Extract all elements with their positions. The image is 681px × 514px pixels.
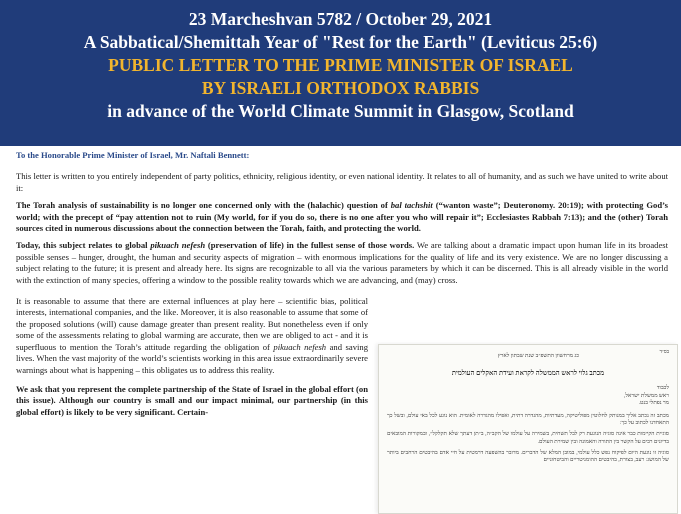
letter-addressee: לכבוד ראש ממשלת ישראל, מר נפתלי בנט. — [623, 385, 669, 406]
title-line-2: BY ISRAELI ORTHODOX RABBIS — [201, 78, 480, 98]
salutation: To the Honorable Prime Minister of Israel, Mr. Naftali Bennett: — [16, 150, 250, 160]
letter-paragraph-2: סוגיית הקיימות כבר אינה סוגיה הנוגעת רק לבל תשחית, בשמירה על עולמו של הקב״ה, ב״תן דעתך שלא תקלקל״, ובמקורות המובאים בדיונים רבים על הקשר בין התורה והאמונה ובין שמירת העולם. — [387, 431, 669, 445]
letter-paragraph-1: מכתב זה נכתב אליך במנותק לחלוטין מפוליטיקה, מעדתיות, מהגדרה דתית, ואפילו מהגדרה לאומית. הוא נוגע לכל באי עולם, ובשל כך התאחדנו לכתוב על כך: — [387, 413, 669, 427]
letter-corner-mark: בס״ד — [659, 350, 669, 355]
paragraph-external-influences: It is reasonable to assume that there are external influences at play here – scientific bias, political interests, international companies, and the like. Moreover, it is also reasonable to assume that some of the proposed solutions (will) cause damage greater than present reality. But nonetheless even if only some of the assessments relating to global warming are accurate, then we are obliged to act - and it is superfluous to mention the Torah’s attitude regarding the obligation of pikuach nefesh and saving lives. When the vast majority of the world’s scientists working in this area issue extraordinarily severe warnings about what is happening – this obligates us to address this reality. — [16, 296, 368, 375]
header-banner — [0, 0, 681, 146]
paragraph-partnership: We ask that you represent the complete partnership of the State of Israel in the global effort (on this issue). Although our country is small and our impact minimal, our partnership (in this global effort) is likely to be very significant. Certain- — [16, 383, 368, 417]
paragraph-pikuach-nefesh: Today, this subject relates to global pikuach nefesh (preservation of life) in the fullest sense of those words. We are talking about a dramatic impact upon human life in its broadest possible senses – hunger, drought, the human and security aspects of migration – with enormous implications for the quality of life and its very existence. We are no longer discussing a subject relating to the future; it is present and already here. Its signs are recognizable to all via the various parameters by which it can be discerned. This is all already visible in the world with the extinction of many species, offering a window to the possible reality towards which we are advancing, and (may) cross. — [16, 240, 668, 285]
subtitle: A Sabbatical/Shemittah Year of "Rest for the Earth" (Leviticus 25:6) — [83, 32, 598, 52]
paragraph-intro: This letter is written to you entirely independent of party politics, ethnicity, religious identity, or even national identity. It relates to all of humanity, and as such we have united to write about it: — [16, 171, 668, 193]
letter-dateline: כג מרחשוון התשפ״ב שנת שבתון לארץ — [497, 353, 579, 359]
letter-title: מכתב גלוי לראש הממשלה לקראת ועידת האקלים העולמית — [451, 370, 605, 378]
date-line: 23 Marcheshvan 5782 / October 29, 2021 — [188, 9, 493, 29]
paragraph-torah: The Torah analysis of sustainability is no longer one concerned only with the (halachic) question of bal tachshit (“wanton waste”; Deuteronomy. 20:19); with protecting God’s world; with the precept of “pay attention not to ruin (My world, for if you do so, there is no one after you who will repair it”; Ecclesiastes Rabbah 7:13); and the (other) Torah sources cited in numerous discussions about the connection between the Torah, faith, and protecting the world. — [16, 200, 668, 234]
title-line-1: PUBLIC LETTER TO THE PRIME MINISTER OF ISRAEL — [108, 55, 573, 75]
occasion-line: in advance of the World Climate Summit in Glasgow, Scotland — [107, 101, 574, 121]
hebrew-letter-image — [378, 344, 678, 514]
letter-paragraph-3: סוגיה זו נוגעת היום לפיקוח נפש כלל עולמי, במובן המלא של הדברים. מדובר בהשפעה דרמטית על חיי אדם בהיבטים הרחבים ביותר של המושג: רעב, בצורת, בהיבטים ההומניטריים והביטחוניים — [387, 449, 669, 464]
